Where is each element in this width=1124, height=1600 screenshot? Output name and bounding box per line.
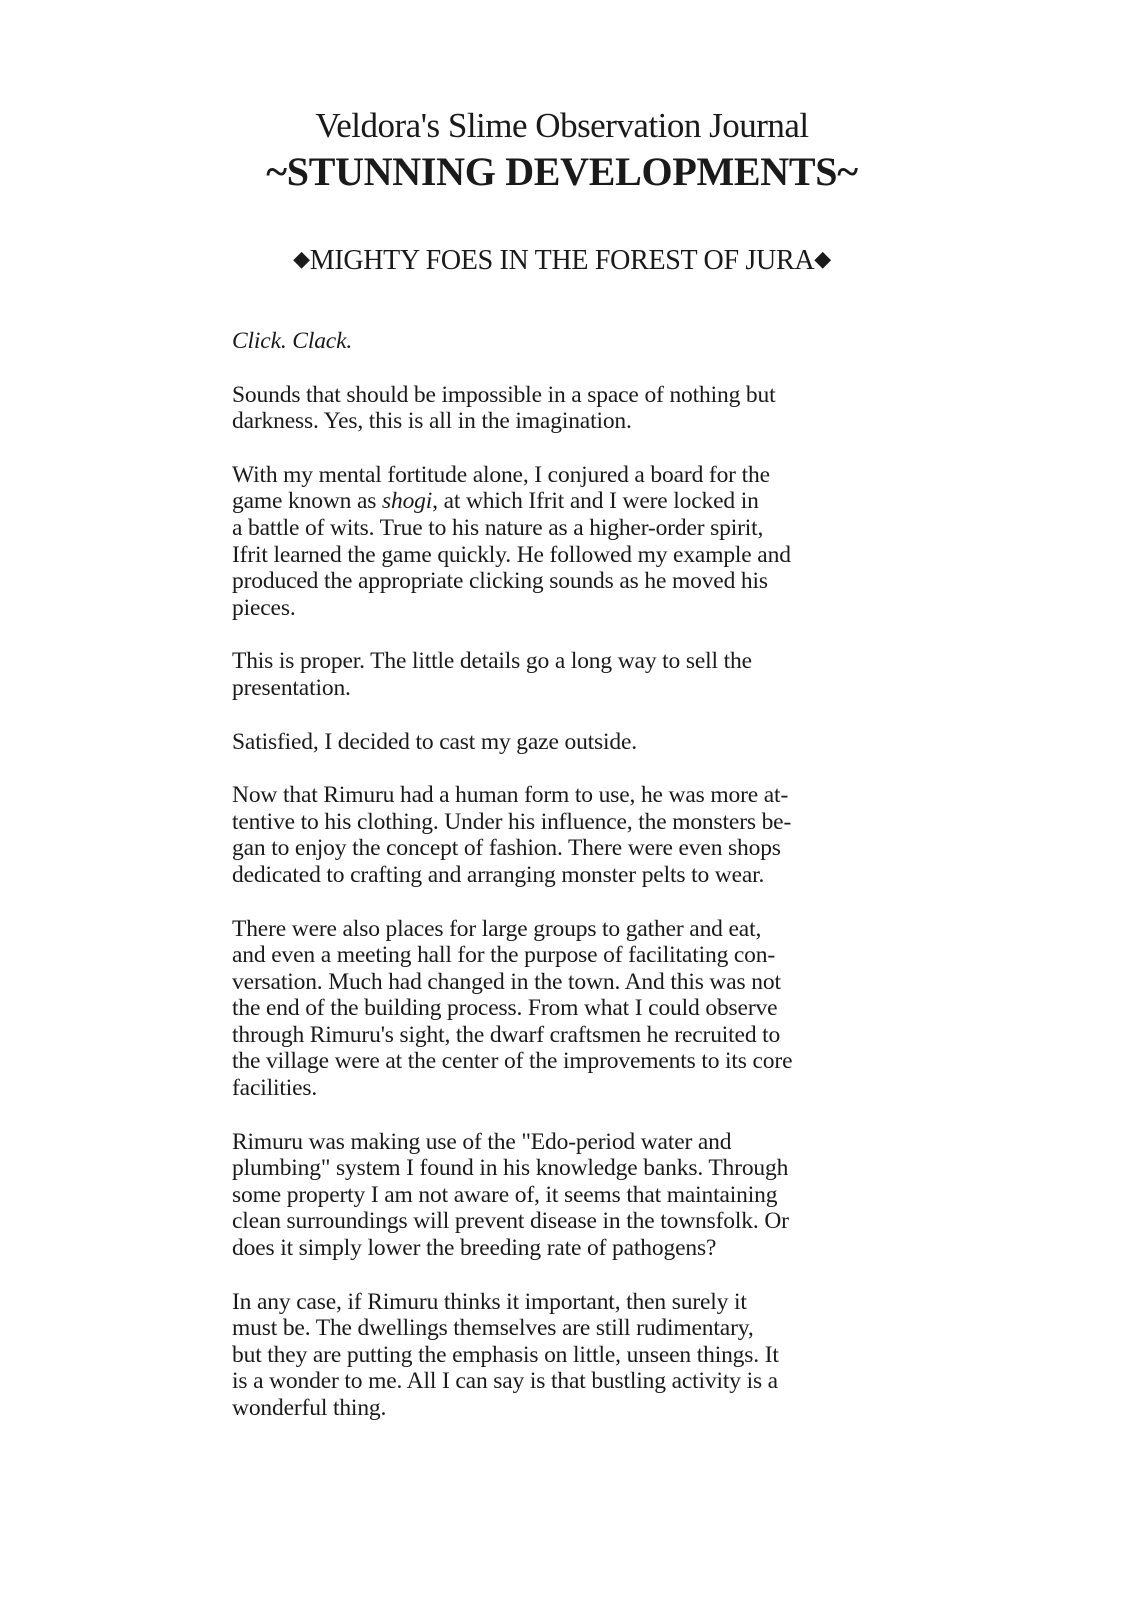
section-heading-text: MIGHTY FOES IN THE FOREST OF JURA <box>309 245 815 276</box>
diamond-left-icon: ◆ <box>293 246 310 271</box>
text-line: This is proper. The little details go a long way to sell the <box>232 648 752 675</box>
text-line: some property I am not aware of, it seems that maintaining <box>232 1181 778 1208</box>
diamond-right-icon: ◆ <box>814 246 831 271</box>
text-line: is a wonder to me. All I can say is that bustling activity is a <box>232 1368 778 1395</box>
text-line: darkness. Yes, this is all in the imagination. <box>232 408 632 435</box>
text-line: Now that Rimuru had a human form to use, he was more at- <box>232 782 789 809</box>
text-line: through Rimuru's sight, the dwarf craftsmen he recruited to <box>232 1021 781 1048</box>
italic-term-shogi: shogi <box>381 488 433 515</box>
text-line: a battle of wits. True to his nature as a higher-order spirit, <box>232 514 764 541</box>
text-line: Click. Clack. <box>232 328 353 354</box>
text-line: pieces. <box>232 594 296 621</box>
text-line: the end of the building process. From what I could observe <box>232 995 778 1022</box>
journal-title: Veldora's Slime Observation Journal <box>315 106 809 145</box>
text-line: wonderful thing. <box>232 1395 387 1421</box>
section-heading <box>0 243 1124 280</box>
paragraph-8 <box>232 1129 892 1262</box>
text-fragment: , at which Ifrit and I were locked in <box>432 488 759 515</box>
text-line: produced the appropriate clicking sounds as he moved his <box>232 568 768 595</box>
text-line: With my mental fortitude alone, I conjured a board for the <box>232 461 770 488</box>
text-line: Ifrit learned the game quickly. He followed my example and <box>232 541 791 568</box>
text-line: and even a meeting hall for the purpose of facilitating con- <box>232 942 776 969</box>
body-text <box>232 328 892 1449</box>
paragraph-6 <box>232 782 892 888</box>
text-line <box>232 488 892 515</box>
text-line: There were also places for large groups to gather and eat, <box>232 915 762 942</box>
text-line: tentive to his clothing. Under his influence, the monsters be- <box>232 808 792 835</box>
text-line: but they are putting the emphasis on little, unseen things. It <box>232 1341 779 1368</box>
text-line: dedicated to crafting and arranging monster pelts to wear. <box>232 861 765 888</box>
text-line: Satisfied, I decided to cast my gaze outside. <box>232 728 638 755</box>
text-line: presentation. <box>232 674 351 701</box>
paragraph-2 <box>232 382 892 435</box>
text-line: Sounds that should be impossible in a space of nothing but <box>232 381 776 408</box>
paragraph-4 <box>232 648 892 701</box>
text-line: the village were at the center of the improvements to its core <box>232 1048 793 1075</box>
paragraph-9 <box>232 1289 892 1422</box>
text-line: must be. The dwellings themselves are still rudimentary, <box>232 1315 754 1342</box>
paragraph-3 <box>232 462 892 622</box>
text-line: facilities. <box>232 1075 318 1102</box>
paragraph-5 <box>232 729 892 756</box>
paragraph-7 <box>232 916 892 1102</box>
text-line: plumbing" system I found in his knowledge banks. Through <box>232 1155 789 1182</box>
text-line: Rimuru was making use of the "Edo-period water and <box>232 1128 732 1155</box>
text-line: gan to enjoy the concept of fashion. There were even shops <box>232 835 781 862</box>
text-fragment: game known as <box>232 488 382 515</box>
text-line: versation. Much had changed in the town. And this was not <box>232 968 781 995</box>
text-line: clean surroundings will prevent disease in the townsfolk. Or <box>232 1208 789 1235</box>
paragraph-1 <box>232 328 892 355</box>
journal-subtitle: ~STUNNING DEVELOPMENTS~ <box>266 149 858 194</box>
text-line: In any case, if Rimuru thinks it important, then surely it <box>232 1288 747 1315</box>
text-line: does it simply lower the breeding rate of pathogens? <box>232 1235 717 1262</box>
